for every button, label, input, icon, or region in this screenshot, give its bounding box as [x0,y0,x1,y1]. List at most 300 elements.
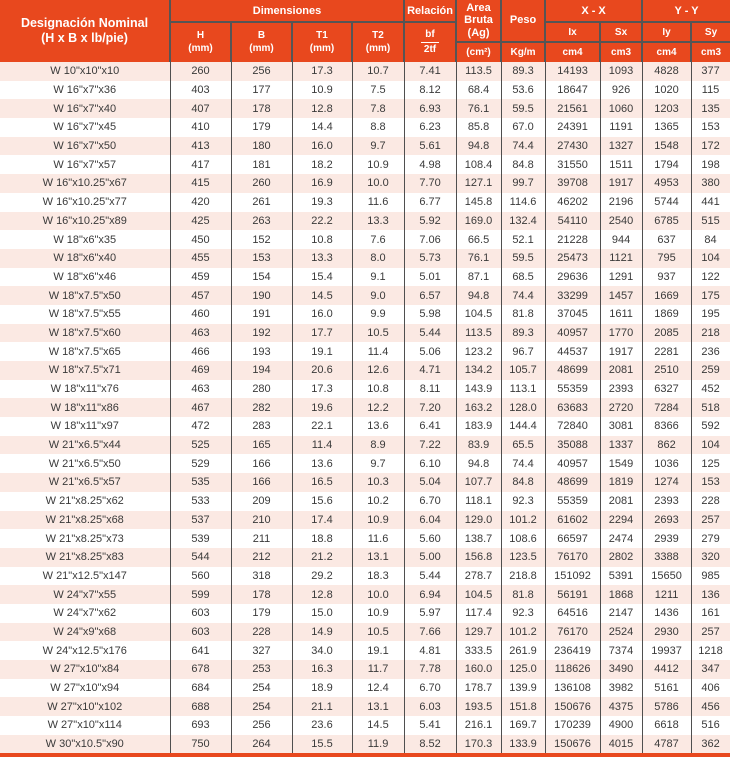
value-cell: 603 [170,604,231,623]
value-cell: 279 [691,529,730,548]
value-cell: 2802 [600,548,642,567]
value-cell: 6.70 [404,679,456,698]
value-cell: 114.6 [501,193,545,212]
designation-cell: W 27"x10"x94 [50,682,120,695]
value-cell: 22.1 [292,417,352,436]
value-cell: 8.8 [352,118,404,137]
value-cell: 13.3 [292,249,352,268]
table-row [0,398,730,417]
value-cell: 10.5 [352,623,404,642]
value-cell: 10.3 [352,473,404,492]
value-cell: 5.06 [404,342,456,361]
value-cell: 1093 [600,62,642,81]
value-cell: 12.2 [352,398,404,417]
value-cell: 318 [231,567,292,586]
designation-cell: W 27"x10"x84 [50,663,120,676]
value-cell: 74.4 [501,286,545,305]
value-cell: 83.9 [456,436,501,455]
col-header-bf-2tf [404,22,456,62]
designation-cell: W 18"x6"x46 [53,270,117,283]
b-unit: (mm) [249,42,274,54]
value-cell: 5.44 [404,567,456,586]
h-label: H [196,30,205,41]
value-cell: 5391 [600,567,642,586]
designation-cell: W 30"x10.5"x90 [45,738,124,751]
value-cell: 944 [600,230,642,249]
value-cell: 4.81 [404,641,456,660]
designation-cell: W 21"x6.5"x50 [48,457,121,470]
value-cell: 5.97 [404,604,456,623]
value-cell: 1869 [642,305,691,324]
value-cell: 63683 [545,398,600,417]
table-row [0,548,730,567]
designation-cell: W 18"x7.5"x71 [48,364,121,377]
value-cell: 1203 [642,99,691,118]
value-cell: 29636 [545,268,600,287]
value-cell: 283 [231,417,292,436]
value-cell: 4.98 [404,155,456,174]
value-cell: 211 [231,529,292,548]
value-cell: 463 [170,324,231,343]
value-cell: 525 [170,436,231,455]
value-cell: 10.9 [352,511,404,530]
table-row [0,511,730,530]
value-cell: 16.3 [292,660,352,679]
value-cell: 12.8 [292,99,352,118]
value-cell: 84 [691,230,730,249]
value-cell: 2081 [600,361,642,380]
value-cell: 104 [691,249,730,268]
value-cell: 145.8 [456,193,501,212]
value-cell: 228 [691,492,730,511]
value-cell: 282 [231,398,292,417]
value-cell: 1917 [600,174,642,193]
value-cell: 1191 [600,118,642,137]
value-cell: 5.00 [404,548,456,567]
value-cell: 8.0 [352,249,404,268]
value-cell: 1794 [642,155,691,174]
value-cell: 3081 [600,417,642,436]
designation-cell: W 16"x7"x57 [53,158,117,171]
value-cell: 10.8 [292,230,352,249]
value-cell: 198 [691,155,730,174]
value-cell: 7.20 [404,398,456,417]
value-cell: 459 [170,268,231,287]
value-cell: 13.3 [352,212,404,231]
table-row [0,604,730,623]
value-cell: 85.8 [456,118,501,137]
table-row [0,230,730,249]
value-cell: 5.92 [404,212,456,231]
value-cell: 5.98 [404,305,456,324]
value-cell: 20.6 [292,361,352,380]
value-cell: 156.8 [456,548,501,567]
designation-cell: W 21"x8.25"x73 [45,532,124,545]
value-cell: 209 [231,492,292,511]
value-cell: 128.0 [501,398,545,417]
value-cell: 253 [231,660,292,679]
value-cell: 7.70 [404,174,456,193]
value-cell: 236 [691,342,730,361]
value-cell: 452 [691,380,730,399]
value-cell: 21228 [545,230,600,249]
value-cell: 74.4 [501,454,545,473]
value-cell: 181 [231,155,292,174]
value-cell: 94.8 [456,286,501,305]
value-cell: 1457 [600,286,642,305]
value-cell: 320 [691,548,730,567]
value-cell: 15.0 [292,604,352,623]
value-cell: 6.93 [404,99,456,118]
value-cell: 362 [691,735,730,756]
value-cell: 592 [691,417,730,436]
value-cell: 193.5 [456,697,501,716]
value-cell: 415 [170,174,231,193]
value-cell: 132.4 [501,212,545,231]
value-cell: 122 [691,268,730,287]
table-row [0,137,730,156]
value-cell: 1365 [642,118,691,137]
value-cell: 191 [231,305,292,324]
value-cell: 420 [170,193,231,212]
value-cell: 7.66 [404,623,456,642]
table-row [0,492,730,511]
value-cell: 18647 [545,81,600,100]
yy-axis-group-header: Y - Y [642,0,730,22]
value-cell: 278.7 [456,567,501,586]
value-cell: 94.8 [456,454,501,473]
value-cell: 129.0 [456,511,501,530]
value-cell: 6.23 [404,118,456,137]
value-cell: 81.8 [501,305,545,324]
value-cell: 48699 [545,361,600,380]
value-cell: 641 [170,641,231,660]
value-cell: 170.3 [456,735,501,756]
value-cell: 560 [170,567,231,586]
value-cell: 2930 [642,623,691,642]
value-cell: 10.9 [352,155,404,174]
value-cell: 29.2 [292,567,352,586]
table-row [0,641,730,660]
value-cell: 1327 [600,137,642,156]
col-header-ix: Ix [545,22,600,42]
col-header-t2 [352,22,404,62]
weight-header: Peso [501,0,545,42]
value-cell: 6.41 [404,417,456,436]
value-cell: 425 [170,212,231,231]
value-cell: 135 [691,99,730,118]
value-cell: 105.7 [501,361,545,380]
value-cell: 94.8 [456,137,501,156]
value-cell: 218 [691,324,730,343]
value-cell: 9.9 [352,305,404,324]
value-cell: 17.3 [292,380,352,399]
value-cell: 6.04 [404,511,456,530]
value-cell: 138.7 [456,529,501,548]
fraction-denominator: 2tf [423,44,437,55]
designation-cell: W 24"x7"x62 [53,607,117,620]
value-cell: 66.5 [456,230,501,249]
designation-cell: W 16"x7"x40 [53,102,117,115]
value-cell: 2294 [600,511,642,530]
value-cell: 61602 [545,511,600,530]
value-cell: 34.0 [292,641,352,660]
table-row [0,679,730,698]
value-cell: 178.7 [456,679,501,698]
area-label-line3: (Ag) [467,26,490,39]
value-cell: 264 [231,735,292,756]
value-cell: 134.2 [456,361,501,380]
value-cell: 2196 [600,193,642,212]
value-cell: 136 [691,585,730,604]
value-cell: 4787 [642,735,691,756]
value-cell: 55359 [545,380,600,399]
value-cell: 210 [231,511,292,530]
designation-cell: W 18"x7.5"x55 [48,308,121,321]
value-cell: 6.57 [404,286,456,305]
designation-cell: W 27"x10"x102 [47,700,123,713]
designation-column-header [0,0,170,62]
iy-unit-header: cm4 [642,42,691,62]
value-cell: 190 [231,286,292,305]
table-row [0,249,730,268]
value-cell: 44537 [545,342,600,361]
value-cell: 31550 [545,155,600,174]
value-cell: 5786 [642,697,691,716]
designation-cell: W 21"x6.5"x44 [48,439,121,452]
value-cell: 64516 [545,604,600,623]
value-cell: 228 [231,623,292,642]
value-cell: 154 [231,268,292,287]
col-header-h [170,22,231,62]
value-cell: 10.9 [292,81,352,100]
value-cell: 1819 [600,473,642,492]
t2-label: T2 [372,30,384,41]
value-cell: 5161 [642,679,691,698]
value-cell: 9.0 [352,286,404,305]
value-cell: 8.9 [352,436,404,455]
value-cell: 16.9 [292,174,352,193]
value-cell: 1274 [642,473,691,492]
value-cell: 1291 [600,268,642,287]
value-cell: 101.2 [501,511,545,530]
value-cell: 11.6 [352,193,404,212]
designation-cell: W 21"x8.25"x83 [45,551,124,564]
table-row [0,193,730,212]
value-cell: 516 [691,716,730,735]
value-cell: 9.7 [352,137,404,156]
value-cell: 9.7 [352,454,404,473]
value-cell: 254 [231,697,292,716]
value-cell: 985 [691,567,730,586]
value-cell: 1337 [600,436,642,455]
value-cell: 170239 [545,716,600,735]
ratio-group-header: Relación [404,0,456,22]
table-body [0,62,730,755]
value-cell: 115 [691,81,730,100]
table-row [0,417,730,436]
value-cell: 406 [691,679,730,698]
value-cell: 937 [642,268,691,287]
value-cell: 178 [231,99,292,118]
value-cell: 260 [231,174,292,193]
value-cell: 254 [231,679,292,698]
value-cell: 1020 [642,81,691,100]
value-cell: 37045 [545,305,600,324]
xx-axis-group-header: X - X [545,0,642,22]
value-cell: 19.1 [352,641,404,660]
value-cell: 1121 [600,249,642,268]
value-cell: 5.60 [404,529,456,548]
value-cell: 160.0 [456,660,501,679]
value-cell: 169.0 [456,212,501,231]
value-cell: 17.3 [292,62,352,81]
value-cell: 92.3 [501,604,545,623]
value-cell: 153 [691,473,730,492]
value-cell: 537 [170,511,231,530]
area-label-line2: Bruta [464,14,493,27]
value-cell: 74.4 [501,137,545,156]
designation-title-line1: Designación Nominal [20,16,149,30]
value-cell: 108.6 [501,529,545,548]
value-cell: 518 [691,398,730,417]
value-cell: 684 [170,679,231,698]
value-cell: 1548 [642,137,691,156]
sy-unit-header: cm3 [691,42,730,62]
value-cell: 84.8 [501,155,545,174]
value-cell: 54110 [545,212,600,231]
value-cell: 6.70 [404,492,456,511]
value-cell: 123.2 [456,342,501,361]
designation-cell: W 18"x11"x86 [50,401,119,414]
value-cell: 2939 [642,529,691,548]
value-cell: 6327 [642,380,691,399]
b-label: B [257,30,266,41]
value-cell: 463 [170,380,231,399]
designation-cell: W 21"x6.5"x57 [48,476,121,489]
col-header-iy: Iy [642,22,691,42]
value-cell: 10.7 [352,62,404,81]
table-row [0,118,730,137]
value-cell: 125.0 [501,660,545,679]
value-cell: 66597 [545,529,600,548]
value-cell: 15.5 [292,735,352,756]
value-cell: 3490 [600,660,642,679]
value-cell: 48699 [545,473,600,492]
value-cell: 18.8 [292,529,352,548]
value-cell: 14.4 [292,118,352,137]
value-cell: 7374 [600,641,642,660]
value-cell: 143.9 [456,380,501,399]
value-cell: 1511 [600,155,642,174]
value-cell: 1211 [642,585,691,604]
value-cell: 179 [231,118,292,137]
value-cell: 52.1 [501,230,545,249]
table-row [0,567,730,586]
value-cell: 151.8 [501,697,545,716]
fraction-numerator: bf [421,29,438,44]
table-row [0,436,730,455]
value-cell: 10.9 [352,604,404,623]
value-cell: 14.5 [292,286,352,305]
table-row [0,735,730,756]
value-cell: 76170 [545,548,600,567]
value-cell: 1436 [642,604,691,623]
value-cell: 76170 [545,623,600,642]
value-cell: 4900 [600,716,642,735]
value-cell: 1036 [642,454,691,473]
designation-cell: W 10"x10"x10 [50,65,120,78]
value-cell: 183.9 [456,417,501,436]
value-cell: 123.5 [501,548,545,567]
value-cell: 192 [231,324,292,343]
t2-unit: (mm) [365,42,391,54]
value-cell: 68.4 [456,81,501,100]
table-row [0,62,730,81]
value-cell: 136108 [545,679,600,698]
value-cell: 4412 [642,660,691,679]
value-cell: 104 [691,436,730,455]
value-cell: 21.2 [292,548,352,567]
value-cell: 5.73 [404,249,456,268]
value-cell: 96.7 [501,342,545,361]
value-cell: 410 [170,118,231,137]
value-cell: 1060 [600,99,642,118]
designation-cell: W 16"x7"x45 [53,121,117,134]
value-cell: 1611 [600,305,642,324]
value-cell: 7.6 [352,230,404,249]
value-cell: 13.1 [352,548,404,567]
value-cell: 212 [231,548,292,567]
value-cell: 603 [170,623,231,642]
dimensions-group-header: Dimensiones [170,0,404,22]
value-cell: 256 [231,716,292,735]
col-header-t1 [292,22,352,62]
value-cell: 6.10 [404,454,456,473]
value-cell: 2147 [600,604,642,623]
value-cell: 4375 [600,697,642,716]
designation-cell: W 18"x11"x76 [50,383,119,396]
value-cell: 11.4 [352,342,404,361]
sx-unit-header: cm3 [600,42,642,62]
value-cell: 13.6 [352,417,404,436]
value-cell: 24391 [545,118,600,137]
value-cell: 544 [170,548,231,567]
value-cell: 53.6 [501,81,545,100]
value-cell: 166 [231,454,292,473]
value-cell: 19937 [642,641,691,660]
col-header-sy: Sy [691,22,730,42]
value-cell: 125 [691,454,730,473]
value-cell: 7.41 [404,62,456,81]
value-cell: 6785 [642,212,691,231]
table-row [0,361,730,380]
value-cell: 3388 [642,548,691,567]
gross-area-header [456,0,501,42]
value-cell: 5.04 [404,473,456,492]
value-cell: 153 [231,249,292,268]
value-cell: 216.1 [456,716,501,735]
value-cell: 533 [170,492,231,511]
value-cell: 14.9 [292,623,352,642]
value-cell: 133.9 [501,735,545,756]
value-cell: 515 [691,212,730,231]
value-cell: 7.06 [404,230,456,249]
value-cell: 327 [231,641,292,660]
value-cell: 166 [231,473,292,492]
value-cell: 59.5 [501,249,545,268]
designation-title-line2: (H x B x lb/pie) [41,31,128,45]
